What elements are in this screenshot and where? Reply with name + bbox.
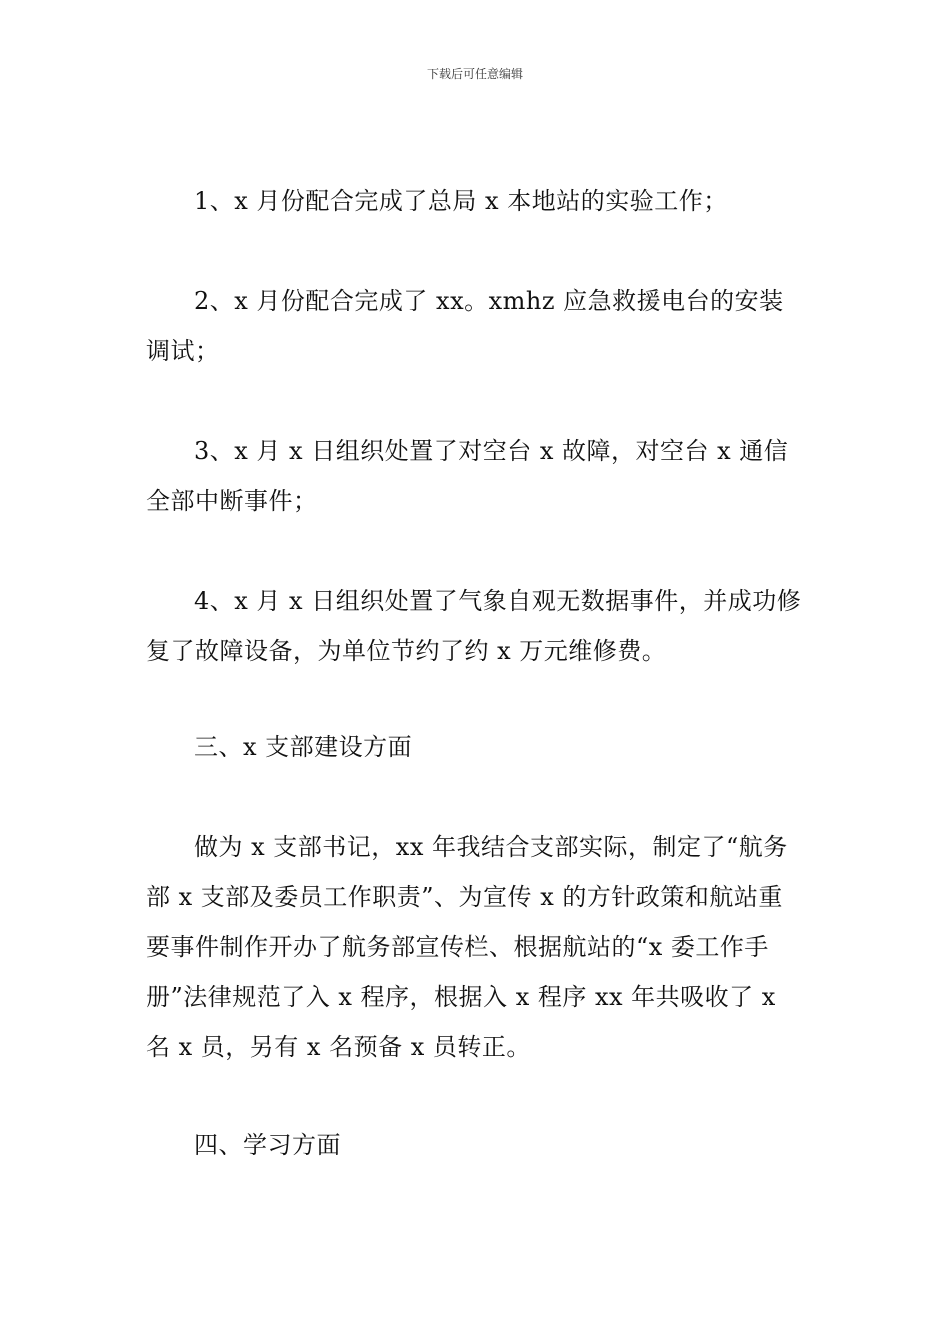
paragraph-item-4: 4、x 月 x 日组织处置了气象自观无数据事件，并成功修复了故障设备，为单位节约了约 x 万元维修费。 [146, 587, 802, 665]
paragraph-item-1: 1、x 月份配合完成了总局 x 本地站的实验工作； [194, 187, 728, 215]
paragraph-item-2: 2、x 月份配合完成了 xx。xmhz 应急救援电台的安装调试； [146, 287, 784, 365]
section-heading-study: 四、学习方面 [194, 1131, 341, 1159]
section-heading-party-branch: 三、x 支部建设方面 [194, 733, 413, 761]
paragraph-party-branch: 做为 x 支部书记，xx 年我结合支部实际，制定了“航务部 x 支部及委员工作职责”、为宣传 x 的方针政策和航站重要事件制作开办了航务部宣传栏、根据航站的“x 委工作手册”法律规范了入 x 程序，根据入 x 程序 xx 年共吸收了 x 名 x 员，另有 x 名预备 x 员转正。 [146, 833, 788, 1061]
page-header: 下载后可任意编辑 [426, 67, 523, 81]
paragraph-item-3: 3、x 月 x 日组织处置了对空台 x 故障，对空台 x 通信全部中断事件； [146, 437, 789, 515]
